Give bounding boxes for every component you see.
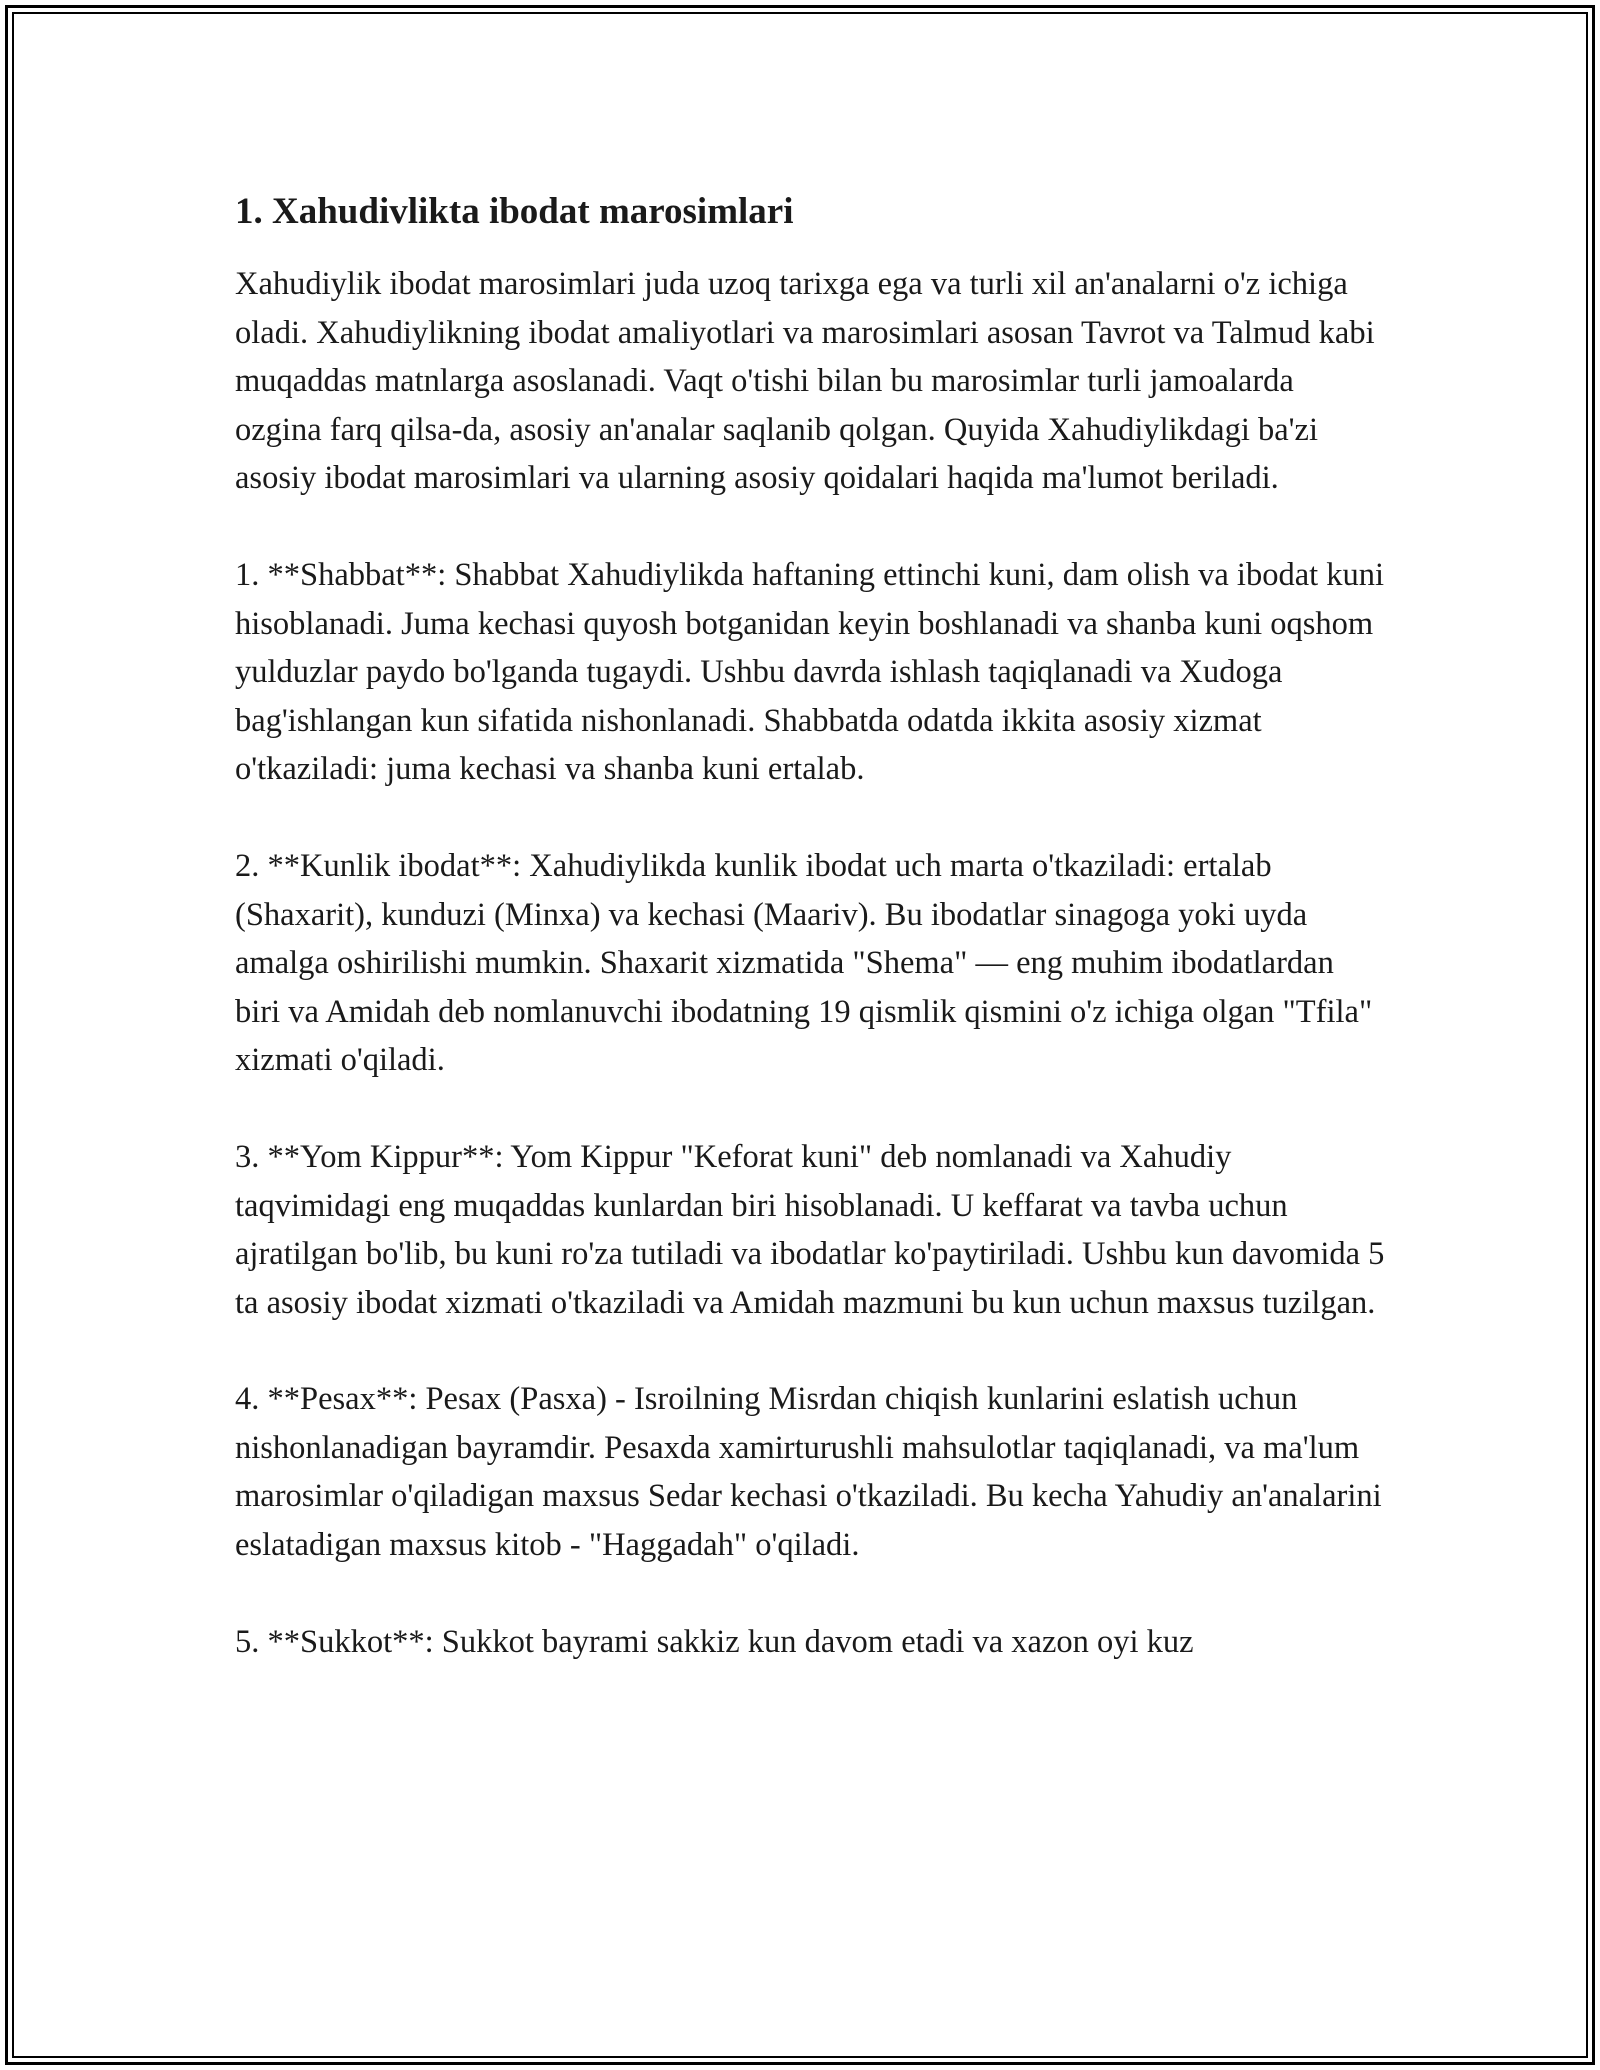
yom-kippur-paragraph: 3. **Yom Kippur**: Yom Kippur "Keforat kuni" deb nomlanadi va Xahudiy taqvimidagi eng muqaddas kunlardan biri hisoblanadi. U keffarat va tavba uchun ajratilgan bo'lib, bu kuni ro'za tutiladi va ibodatlar ko'paytiriladi. Ushbu kun davomida 5 ta asosiy ibodat xizmati o'tkaziladi va Amidah mazmuni bu kun uchun maxsus tuzilgan. [235,1138,1385,1321]
document-body [235,188,1385,1714]
pesax-paragraph: 4. **Pesax**: Pesax (Pasxa) - Isroilning Misrdan chiqish kunlarini eslatish uchun nishonlanadigan bayramdir. Pesaxda xamirturushli mahsulotlar taqiqlanadi, va ma'lum marosimlar o'qiladigan maxsus Sedar kechasi o'tkaziladi. Bu kecha Yahudiy an'analarini eslatadigan maxsus kitob - "Haggadah" o'qiladi. [235,1381,1382,1564]
document-title: 1. Xahudivlikta ibodat marosimlari [235,191,794,232]
intro-paragraph: Xahudiylik ibodat marosimlari juda uzoq tarixga ega va turli xil an'analarni o'z ichiga oladi. Xahudiylikning ibodat amaliyotlari va marosimlari asosan Tavrot va Talmud kabi muqaddas matnlarga asoslanadi. Vaqt o'tishi bilan bu marosimlar turli jamoalarda ozgina farq qilsa-da, asosiy an'analar saqlanib qolgan. Quyida Xahudiylikdagi ba'zi asosiy ibodat marosimlari va ularning asosiy qoidalari haqida ma'lumot beriladi. [235,266,1375,497]
shabbat-paragraph: 1. **Shabbat**: Shabbat Xahudiylikda haftaning ettinchi kuni, dam olish va ibodat kuni hisoblanadi. Juma kechasi quyosh botganidan keyin boshlanadi va shanba kuni oqshom yulduzlar paydo bo'lganda tugaydi. Ushbu davrda ishlash taqiqlanadi va Xudoga bag'ishlangan kun sifatida nishonlanadi. Shabbatda odatda ikkita asosiy xizmat o'tkaziladi: juma kechasi va shanba kuni ertalab. [235,556,1385,788]
daily-prayer-paragraph: 2. **Kunlik ibodat**: Xahudiylikda kunlik ibodat uch marta o'tkaziladi: ertalab (Shaxarit), kunduzi (Minxa) va kechasi (Maariv). Bu ibodatlar sinagoga yoki uyda amalga oshirilishi mumkin. Shaxarit xizmatida "Shema" — eng muhim ibodatlardan biri va Amidah deb nomlanuvchi ibodatning 19 qismlik qismini o'z ichiga olgan "Tfila" xizmati o'qiladi. [235,847,1373,1079]
sukkot-paragraph: 5. **Sukkot**: Sukkot bayrami sakkiz kun davom etadi va xazon oyi kuz [235,1623,1194,1660]
